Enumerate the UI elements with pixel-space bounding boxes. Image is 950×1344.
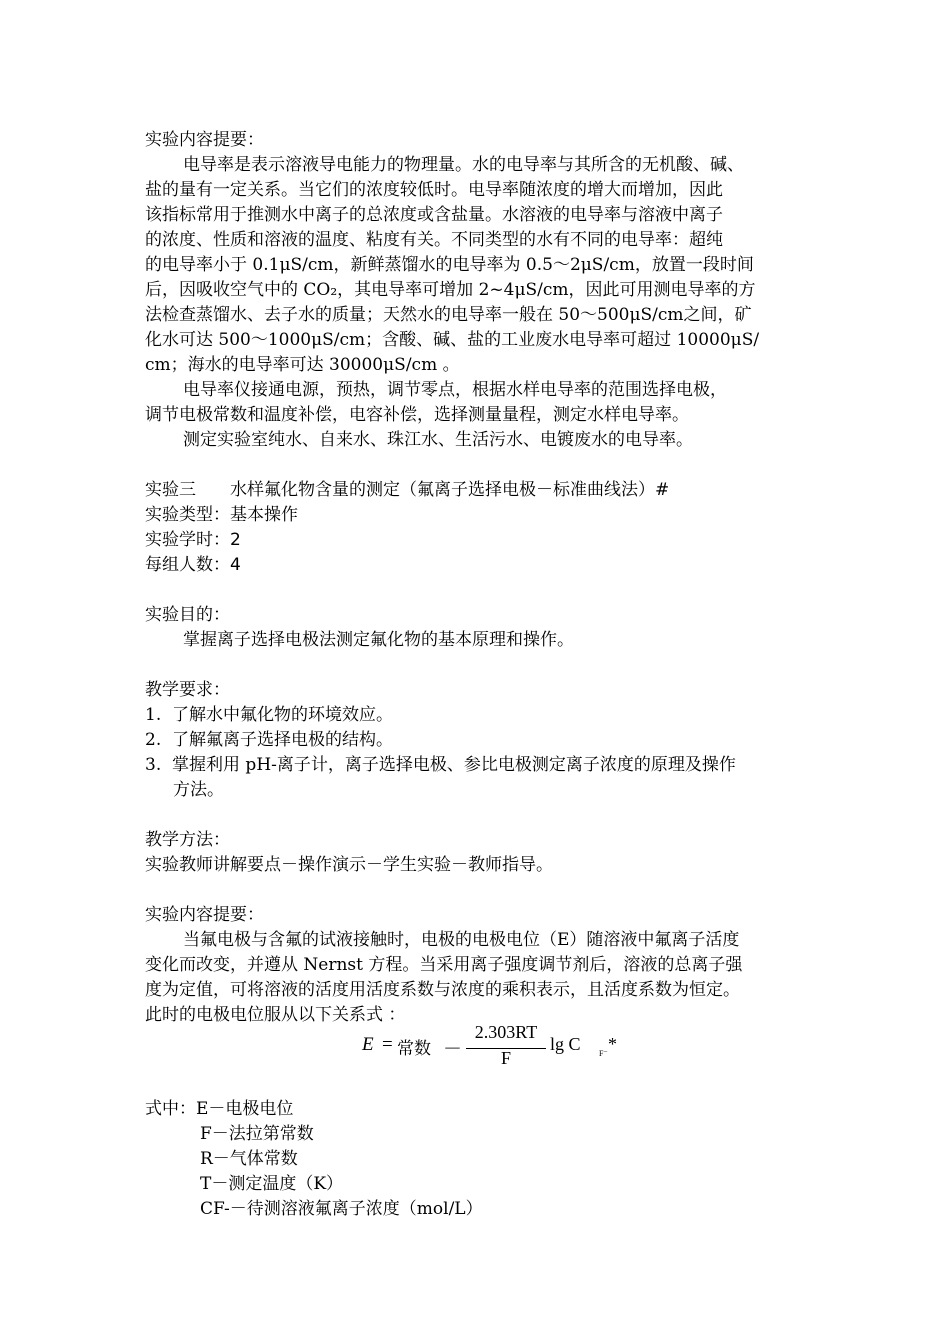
formula-constant: 常数 xyxy=(397,1039,431,1059)
method-text: 实验教师讲解要点－操作演示－学生实验－教师指导。 xyxy=(145,855,553,875)
legend-line: 式中：E－电极电位 xyxy=(145,1099,294,1119)
requirement-item: 3. 掌握利用 pH-离子计，离子选择电极、参比电极测定离子浓度的原理及操作 xyxy=(145,755,736,775)
formula-subscript: F⁻ xyxy=(599,1049,608,1058)
legend-line: CF-－待测溶液氟离子浓度（mol/L） xyxy=(200,1199,483,1219)
experiment-title: 实验三 水样氟化物含量的测定（氟离子选择电极－标准曲线法）# xyxy=(145,480,670,500)
requirement-item-continued: 方法。 xyxy=(173,780,224,800)
paragraph-line: 电导率是表示溶液导电能力的物理量。水的电导率与其所含的无机酸、碱、 xyxy=(183,155,744,175)
paragraph-line: 变化而改变，并遵从 Nernst 方程。当采用离子强度调节剂后，溶液的总离子强 xyxy=(145,955,743,975)
legend-line: T－测定温度（K） xyxy=(200,1174,344,1194)
nernst-formula xyxy=(362,1022,662,1074)
section-heading: 实验内容提要： xyxy=(145,130,264,150)
paragraph-line: 盐的量有一定关系。当它们的浓度较低时。电导率随浓度的增大而增加，因此 xyxy=(145,180,723,200)
paragraph-line: 该指标常用于推测水中离子的总浓度或含盐量。水溶液的电导率与溶液中离子 xyxy=(145,205,723,225)
requirement-item: 1. 了解水中氟化物的环境效应。 xyxy=(145,705,394,725)
purpose-heading: 实验目的： xyxy=(145,605,230,625)
experiment-group-size: 每组人数：4 xyxy=(145,555,241,575)
paragraph-line: 的浓度、性质和溶液的温度、粘度有关。不同类型的水有不同的电导率：超纯 xyxy=(145,230,723,250)
formula-equals: = xyxy=(382,1034,393,1055)
paragraph-line: 度为定值，可将溶液的活度用活度系数与浓度的乘积表示，且活度系数为恒定。 xyxy=(145,980,740,1000)
paragraph-line: 电导率仪接通电源，预热，调节零点，根据水样电导率的范围选择电极， xyxy=(183,380,727,400)
paragraph-line: 调节电极常数和温度补偿，电容补偿，选择测量量程，测定水样电导率。 xyxy=(145,405,689,425)
paragraph-line: 测定实验室纯水、自来水、珠江水、生活污水、电镀废水的电导率。 xyxy=(183,430,693,450)
formula-e: E xyxy=(362,1034,374,1055)
section-heading: 实验内容提要： xyxy=(145,905,264,925)
formula-star: * xyxy=(608,1034,617,1054)
paragraph-line: 法检查蒸馏水、去子水的质量；天然水的电导率一般在 50～500μS/cm之间，矿 xyxy=(145,305,752,325)
paragraph-line: 的电导率小于 0.1μS/cm，新鲜蒸馏水的电导率为 0.5～2μS/cm，放置一段时间 xyxy=(145,255,754,275)
formula-minus: － xyxy=(443,1039,463,1060)
formula-numerator: 2.303RT xyxy=(474,1022,538,1042)
paragraph-line: cm；海水的电导率可达 30000μS/cm 。 xyxy=(145,355,460,375)
paragraph-line: 此时的电极电位服从以下关系式 ： xyxy=(145,1005,406,1025)
formula-log-term: lg C xyxy=(550,1034,581,1054)
paragraph-line: 当氟电极与含氟的试液接触时，电极的电极电位（E）随溶液中氟离子活度 xyxy=(183,930,740,950)
paragraph-line: 化水可达 500～1000μS/cm；含酸、碱、盐的工业废水电导率可超过 10000μS/ xyxy=(145,330,760,350)
requirements-heading: 教学要求： xyxy=(145,680,230,700)
legend-line: F－法拉第常数 xyxy=(200,1124,314,1144)
requirement-item: 2. 了解氟离子选择电极的结构。 xyxy=(145,730,394,750)
experiment-hours: 实验学时：2 xyxy=(145,530,241,550)
formula-denominator: F xyxy=(500,1048,511,1068)
purpose-text: 掌握离子选择电极法测定氟化物的基本原理和操作。 xyxy=(183,630,574,650)
experiment-type: 实验类型：基本操作 xyxy=(145,505,298,525)
paragraph-line: 后，因吸收空气中的 CO₂，其电导率可增加 2~4μS/cm，因此可用测电导率的方 xyxy=(145,280,756,300)
legend-line: R－气体常数 xyxy=(200,1149,298,1169)
method-heading: 教学方法： xyxy=(145,830,230,850)
